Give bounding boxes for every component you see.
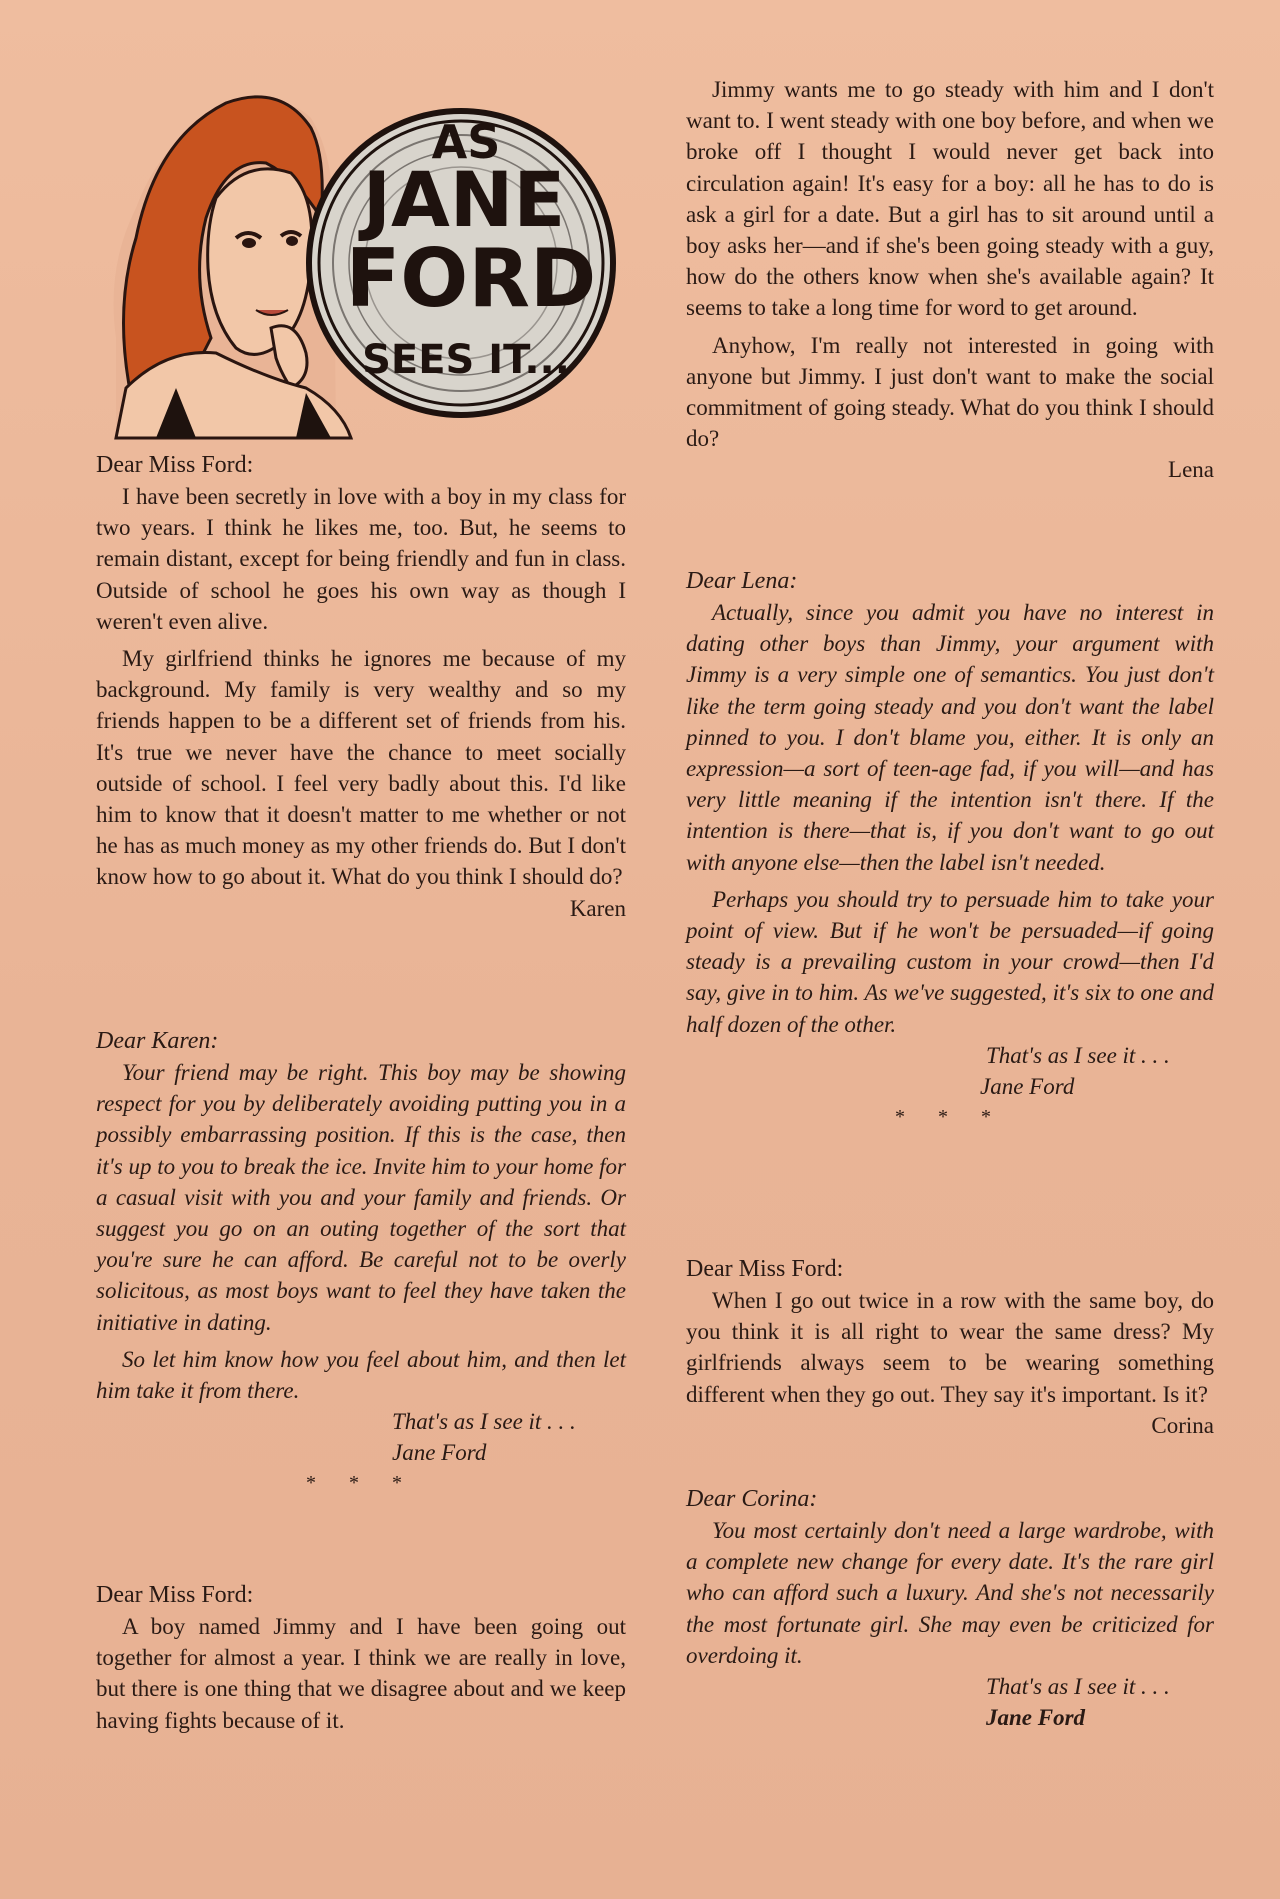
- letter-lena-continued: [686, 74, 1214, 485]
- reply-signature: Jane Ford: [986, 1705, 1086, 1731]
- badge-line-sees-it: SEES IT...: [362, 337, 570, 383]
- reply-paragraph: Actually, since you admit you have no interest in dating other boys than Jimmy, your argument with Jimmy is a very simple one of semantics. You just don't like the term going steady and you don't want the label pinned to you. I don't blame you, either. It is only an expression—a sort of teen-age fad, if you will—and has very little meaning if the intention isn't there. If the intention is there—that is, if you don't want to go out with anyone else—then the label isn't needed.: [686, 600, 1214, 875]
- letter-paragraph: Jimmy wants me to go steady with him and I don't want to. I went steady with one boy before, and when we broke off I thought I would never get back into circulation again! It's easy for a boy: all he has to do is ask a girl for a date. But a girl has to sit around until a boy asks her—and if she's been going steady with a guy, how do the others know when she's available again? It seems to take a long time for word to get around.: [686, 77, 1214, 321]
- letter-salutation: Dear Miss Ford:: [686, 1256, 844, 1282]
- letter-salutation: Dear Miss Ford:: [96, 1582, 254, 1608]
- letter-signature: Corina: [1151, 1412, 1214, 1438]
- reply-salutation: Dear Lena:: [686, 568, 798, 594]
- letter-signature: Karen: [569, 895, 626, 921]
- letter-paragraph: I have been secretly in love with a boy in my class for two years. I think he likes me, too. But, he seems to remain distant, except for being friendly and fun in class. Outside of school he goes his own way as though I weren't even alive.: [96, 484, 626, 634]
- letter-paragraph: My girlfriend thinks he ignores me because of my background. My family is very wealthy and so my friends happen to be a different set of friends from his. It's true we never have the chance to meet socially outside of school. I feel very badly about this. I'd like him to know that it doesn't matter to me whether or not he has as much money as my other friends do. But I don't know how to go about it. What do you think I should do?: [96, 646, 626, 890]
- reply-signature: Jane Ford: [392, 1440, 487, 1466]
- letter-lena-start: [96, 1580, 626, 1736]
- reply-sign-off: That's as I see it . . .: [392, 1409, 576, 1435]
- reply-sign-off: That's as I see it . . .: [986, 1674, 1170, 1700]
- reply-salutation: Dear Karen:: [96, 1028, 219, 1054]
- reply-salutation: Dear Corina:: [686, 1486, 818, 1512]
- reply-sign-off: That's as I see it . . .: [986, 1042, 1170, 1068]
- section-divider-stars: * * *: [306, 1472, 416, 1495]
- letter-karen: [96, 450, 626, 924]
- letter-corina: [686, 1254, 1214, 1441]
- section-divider-stars: * * *: [895, 1105, 1005, 1128]
- letter-paragraph: When I go out twice in a row with the same boy, do you think it is all right to wear the same dress? My girlfriends always seem to be wearing something different when they go out. They say it's important. Is it?: [686, 1288, 1214, 1407]
- badge-line-jane: JANE: [362, 155, 566, 244]
- letter-paragraph: A boy named Jimmy and I have been going out together for almost a year. I think we are really in love, but there is one thing that we disagree about and we keep having fights because of it.: [96, 1614, 626, 1733]
- column-header-illustration: [96, 88, 616, 448]
- reply-lena: [686, 566, 1214, 1132]
- reply-karen: [96, 1026, 626, 1498]
- letter-signature: Lena: [1168, 457, 1214, 483]
- badge-line-as: AS: [431, 115, 501, 169]
- reply-paragraph: So let him know how you feel about him, and then let him take it from there.: [96, 1346, 626, 1404]
- letter-paragraph: Anyhow, I'm really not interested in going with anyone but Jimmy. I just don't want to make the social commitment of going steady. What do you think I should do?: [686, 332, 1214, 452]
- letter-salutation: Dear Miss Ford:: [96, 452, 254, 478]
- badge-line-ford: FORD: [345, 232, 597, 325]
- reply-signature: Jane Ford: [980, 1073, 1075, 1099]
- reply-corina: [686, 1484, 1214, 1733]
- reply-paragraph: Your friend may be right. This boy may be showing respect for you by deliberately avoiding putting you in a possibly embarrassing position. If this is the case, then it's up to you to break the ice. Invite him to your home for a casual visit with you and your family and friends. Or suggest you go on an outing together of the sort that you're sure he can afford. Be careful not to be overly solicitous, as most boys want to feel they have taken the initiative in dating.: [96, 1060, 626, 1335]
- reply-paragraph: Perhaps you should try to persuade him to take your point of view. But if he won't be persuaded—if going steady is a prevailing custom in your crowd—then I'd say, give in to him. As we've suggested, it's six to one and half dozen of the other.: [686, 886, 1214, 1037]
- reply-paragraph: You most certainly don't need a large wardrobe, with a complete new change for every date. It's the rare girl who can afford such a luxury. And she's not necessarily the most fortunate girl. She may even be criticized for overdoing it.: [686, 1518, 1214, 1668]
